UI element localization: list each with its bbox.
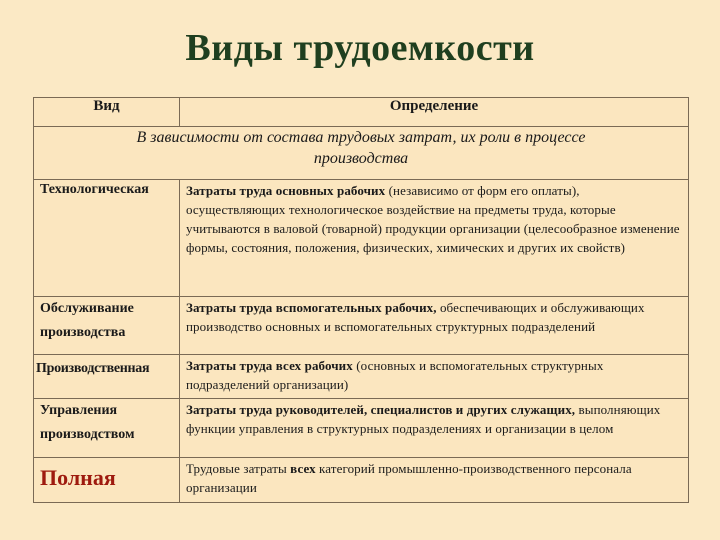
row-definition-rest: обеспечивающих и обслуживающих производство основных и вспомогательных структурных подразделений	[186, 300, 645, 334]
table-header-row	[34, 98, 689, 127]
labor-intensity-table	[33, 97, 689, 503]
row-name-text-2: производством	[40, 427, 135, 442]
row-definition-rest: категорий промышленно-производственного персонала организации	[186, 461, 632, 495]
group-heading	[34, 127, 689, 180]
table-row	[34, 458, 689, 503]
row-name	[34, 399, 180, 458]
table-row	[34, 297, 689, 355]
row-name	[34, 180, 180, 297]
row-definition	[180, 399, 689, 458]
row-definition-rest: выполняющих функции управления в структурных подразделениях и организации в целом	[186, 402, 661, 436]
row-name-full: Полная	[34, 458, 180, 503]
row-name-text: Управления	[40, 403, 118, 418]
row-definition-bold: Затраты труда руководителей, специалистов и других служащих,	[186, 402, 576, 417]
row-name-text-2: производства	[40, 325, 126, 340]
row-definition-pre: Трудовые затраты	[186, 461, 291, 476]
column-header-definition: Определение	[180, 98, 689, 127]
row-definition	[180, 458, 689, 503]
row-name	[34, 297, 180, 355]
row-definition-bold: Затраты труда основных рабочих	[186, 183, 386, 198]
row-definition	[180, 297, 689, 355]
column-header-type: Вид	[34, 98, 180, 127]
slide-title: Виды трудоемкости	[185, 27, 535, 69]
row-name-text: Производственная	[36, 361, 150, 376]
table-row	[34, 399, 689, 458]
row-name	[34, 355, 180, 399]
row-definition	[180, 180, 689, 297]
table-row	[34, 355, 689, 399]
group-heading-row	[34, 127, 689, 180]
group-heading-line2: производства	[313, 150, 409, 167]
group-heading-line1: В зависимости от состава трудовых затрат, их роли в процессе	[136, 129, 586, 146]
row-definition-bold: Затраты труда вспомогательных рабочих,	[186, 300, 437, 315]
row-definition-bold: Затраты труда всех рабочих	[186, 358, 353, 373]
row-definition-rest: (основных и вспомогательных структурных подразделений организации)	[186, 358, 604, 392]
row-definition	[180, 355, 689, 399]
row-definition-rest: (независимо от форм его оплаты), осуществляющих технологическое воздействие на предметы труда, которые учитываются в валовой (товарной) продукции организации (целесообразное изменение формы, состояния, положения, физических, химических и других их свойств)	[186, 183, 680, 255]
table-row	[34, 180, 689, 297]
row-name-text: Технологическая	[40, 182, 149, 197]
row-name-text: Обслуживание	[40, 301, 134, 316]
row-definition-bold: всех	[290, 461, 316, 476]
